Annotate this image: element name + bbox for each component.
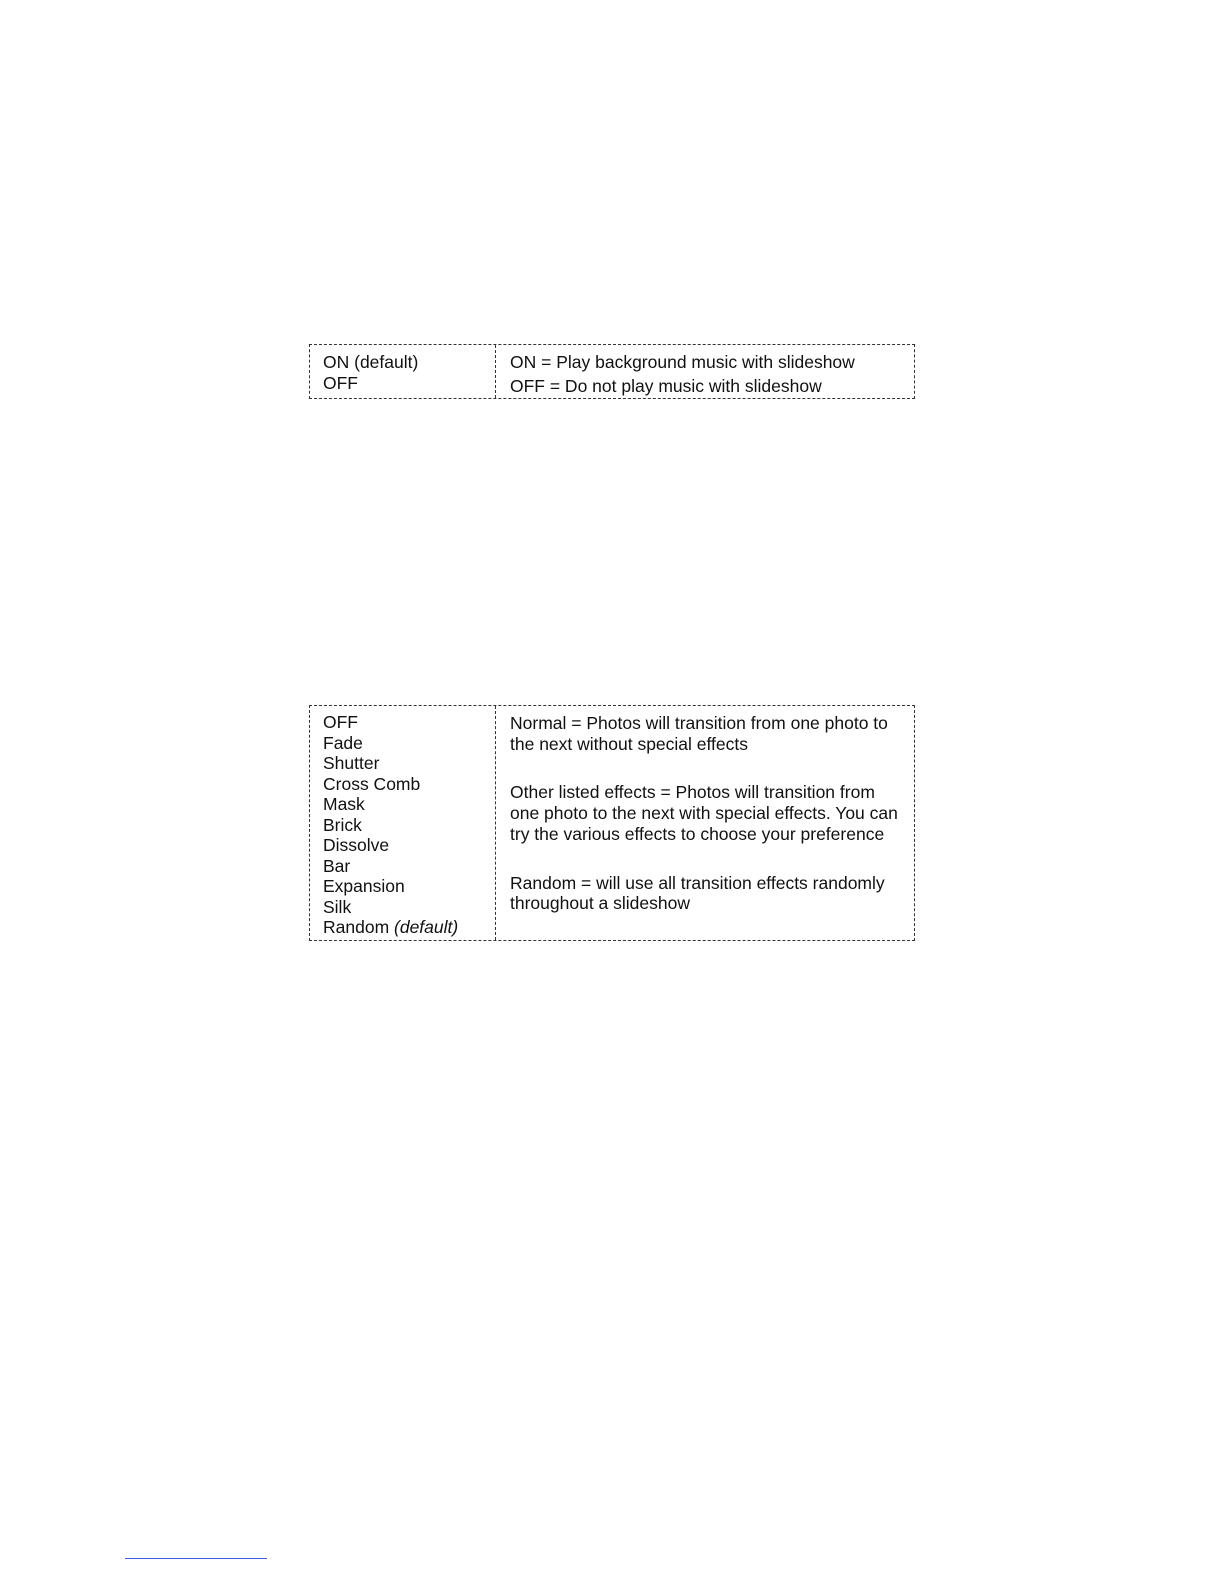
music-descriptions-column bbox=[496, 345, 914, 398]
background-music-options-table bbox=[309, 344, 915, 399]
transition-option-random: Random (default) bbox=[323, 917, 459, 937]
transition-option: Dissolve bbox=[323, 835, 390, 855]
default-marker: (default) bbox=[394, 917, 459, 937]
transition-options-column bbox=[310, 706, 496, 940]
music-option-off: OFF bbox=[323, 373, 358, 393]
transition-option: Mask bbox=[323, 794, 365, 814]
transition-option: OFF bbox=[323, 712, 358, 732]
transition-descriptions-column bbox=[496, 706, 914, 940]
transition-description-other: Other listed effects = Photos will transition from one photo to the next with special effects. You can try the various effects to choose your preference bbox=[510, 782, 898, 844]
transition-option: Fade bbox=[323, 732, 363, 753]
transition-option: Brick bbox=[323, 814, 362, 835]
transition-option: Cross Comb bbox=[323, 773, 421, 794]
music-options-column bbox=[310, 345, 496, 398]
music-option-on: ON (default) bbox=[323, 352, 419, 372]
transition-effect-options-table bbox=[309, 705, 915, 941]
footnote-separator bbox=[125, 1558, 267, 1559]
transition-option: Silk bbox=[323, 896, 352, 917]
transition-option: Expansion bbox=[323, 876, 405, 896]
transition-description-normal: Normal = Photos will transition from one photo to the next without special effects bbox=[510, 713, 888, 754]
transition-description-random: Random = will use all transition effects randomly throughout a slideshow bbox=[510, 872, 885, 914]
transition-option: Shutter bbox=[323, 753, 380, 773]
transition-option: Bar bbox=[323, 855, 351, 876]
music-description-off: OFF = Do not play music with slideshow bbox=[510, 376, 822, 396]
music-description-on: ON = Play background music with slideshow bbox=[510, 352, 855, 372]
